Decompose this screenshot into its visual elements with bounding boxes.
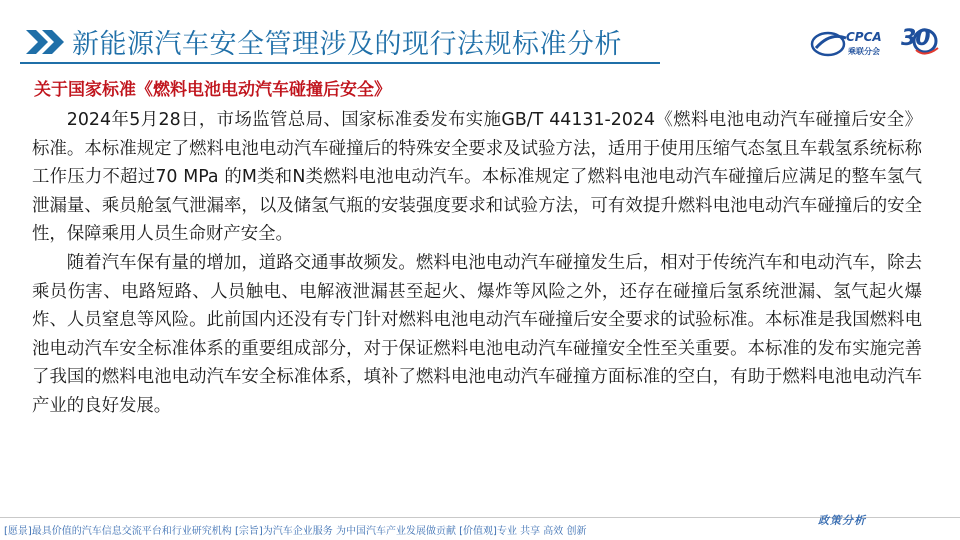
title-underline (20, 62, 660, 64)
paragraph-1: 2024年5月28日，市场监管总局、国家标准委发布实施GB/T 44131-2024《燃料电池电动汽车碰撞后安全》标准。本标准规定了燃料电池电动汽车碰撞后的特殊安全要求及试验方法，适用于使用压缩气态氢且车载氢系统标称工作压力不超过70 MPa 的M类和N类燃料电池电动汽车。本标准规定了燃料电池电动汽车碰撞后应满足的整车氢气泄漏量、乘员舱氢气泄漏率，以及储氢气瓶的安装强度要求和试验方法，可有效提升燃料电池电动汽车碰撞后的安全性，保障乘用人员生命财产安全。 (32, 110, 922, 245)
paragraph-2: 随着汽车保有量的增加，道路交通事故频发。燃料电池电动汽车碰撞发生后，相对于传统汽车和电动汽车，除去乘员伤害、电路短路、人员触电、电解液泄漏甚至起火、爆炸等风险之外，还存在碰撞后氢系统泄漏、氢气起火爆炸、人员窒息等风险。此前国内还没有专门针对燃料电池电动汽车碰撞后安全要求的试验标准。本标准是我国燃料电池电动汽车安全标准体系的重要组成部分，对于保证燃料电池电动汽车碰撞安全性至关重要。本标准的发布实施完善了我国的燃料电池电动汽车安全标准体系，填补了燃料电池电动汽车碰撞方面标准的空白，有助于燃料电池电动汽车产业的良好发展。 (32, 252, 922, 416)
footer-divider (0, 517, 960, 518)
main-content (32, 76, 922, 421)
anniversary-mark: 30 (901, 26, 930, 51)
page-title: 新能源汽车安全管理涉及的现行法规标准分析 (72, 29, 622, 60)
logo-sub-text: 乘联分会 (848, 47, 880, 56)
logo-brand-text: CPCA (846, 30, 882, 44)
footer-section-label: 政策分析 (818, 514, 866, 527)
footer-motto: [愿景]最具价值的汽车信息交流平台和行业研究机构 [宗旨]为汽车企业服务 为中国汽车产业发展做贡献 [价值观]专业 共享 高效 创新 (4, 526, 587, 537)
slide-header (0, 0, 960, 70)
double-chevron-icon (24, 28, 66, 56)
section-subtitle: 关于国家标准《燃料电池电动汽车碰撞后安全》 (34, 80, 391, 100)
